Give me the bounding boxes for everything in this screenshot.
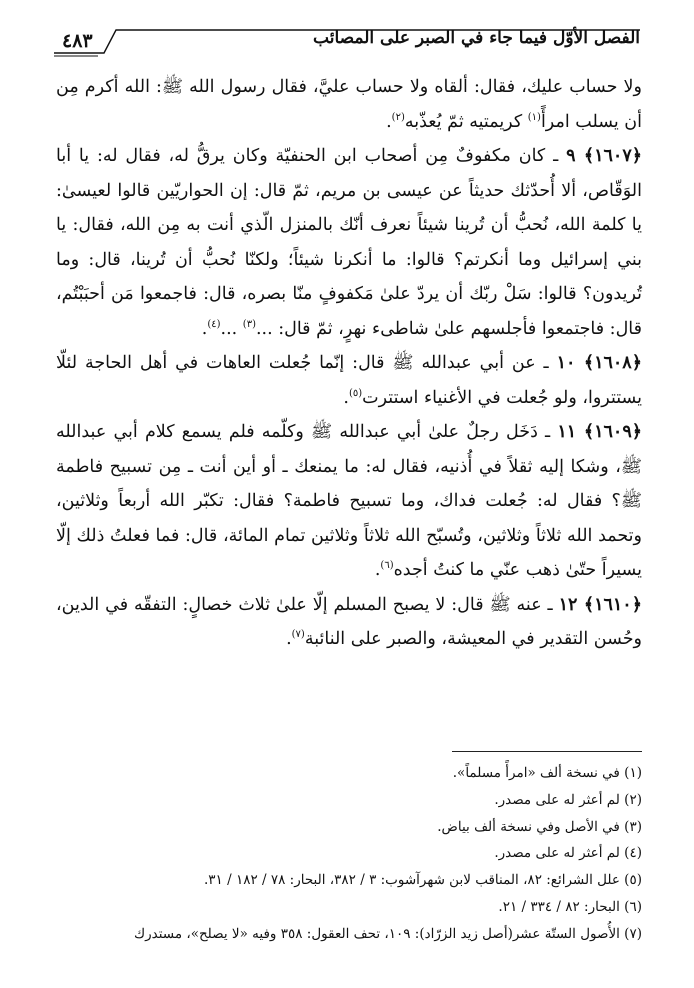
- entry-number-1608: ﴿١٦٠٨﴾ ١٠: [556, 353, 642, 373]
- footnote-3: (٣) في الأصل وفي نسخة ألف بياض.: [437, 818, 642, 835]
- entry-number-1609: ﴿١٦٠٩﴾ ١١: [557, 422, 642, 442]
- hadith-1610: [56, 588, 642, 657]
- intro-end: .: [386, 111, 392, 132]
- page-header: [54, 22, 640, 62]
- footnote-1: (١) في نسخة ألف «امرأً مسلماً».: [452, 765, 642, 781]
- footnote-ref-3: (٣): [242, 318, 256, 330]
- main-text: [56, 70, 642, 657]
- footnote-2: (٢) لم أعثر له على مصدر.: [494, 791, 642, 808]
- hadith-1610-end: .: [286, 629, 292, 649]
- hadith-1608-text: ـ عن أبي عبدالله ﷺ قال: إنّما جُعلت العاهات في أهل الحاجة لئلّا يستتروا، ولو جُعلت في الأغنياء استترت: [56, 353, 642, 408]
- hadith-1607: [56, 139, 642, 346]
- intro-paragraph: [56, 70, 642, 139]
- footnote-6: (٦) البحار: ٨٢ / ٣٣٤ / ٢١.: [498, 898, 642, 915]
- footnote-ref-1: (١): [527, 111, 541, 123]
- hadith-1608: [56, 346, 642, 415]
- hadith-1607-end: .: [201, 318, 208, 339]
- footnote-7: (٧) الأُصول الستّة عشر(أصل زيد الزرّاد): ١٠٩، تحف العقول: ٣٥٨ وفيه «لا يصلح»، مستدرك: [133, 925, 642, 942]
- footnote-ref-6: (٦): [380, 560, 394, 572]
- entry-number-1610: ﴿١٦١٠﴾ ١٢: [558, 594, 642, 615]
- footnotes: [56, 760, 642, 948]
- footnote-ref-4: (٤): [207, 318, 221, 330]
- intro-line-2b: كريمتيه ثمّ يُعذّبه: [404, 111, 528, 132]
- footnote-ref-2: (٢): [391, 111, 405, 123]
- page-number: ٤٨٣: [62, 30, 93, 52]
- running-title: الفصل الأوّل فيما جاء في الصبر على المصائب: [313, 28, 640, 48]
- hadith-1607-text: ـ كان مكفوفٌ مِن أصحاب ابن الحنفيّة وكان يرقُّ له، فقال له: يا أبا الوَقّاص، ألا أُحدّثك حديثاً عن عيسى بن مريم، ثمّ قال: إن الحواريّين قالوا لعيسىٰ: يا كلمة الله، نُحبُّ أن تُرينا شيئاً نعرف أنّك بالمنزل الّذي أنت به مِن الله، فقال: يا بني إسرائيل وما أنكرتم؟ قالوا: ما أنكرنا شيئاً؛ ولكنّا نُحبُّ أن تُرينا، قال: وما تُريدون؟ قالوا: سَلْ ربّك أن يردّ علىٰ مَكفوفٍ منّا بصره، قال: فاجمعوا مَن أحبَبْتُم، قال: فاجتمعوا فأجلسهم علىٰ شاطىء نهرٍ، ثمّ قال: ...: [56, 146, 642, 339]
- hadith-1609-end: .: [374, 560, 381, 580]
- footnote-5: (٥) علل الشرائع: ٨٢، المناقب لابن شهرآشوب: ٣ / ٣٨٢، البحار: ٧٨ / ١٨٢ / ٣١.: [204, 872, 642, 889]
- intro-line-1: ولا حساب عليك، فقال: ألقاه ولا حساب عليَّ، فقال رسول الله ﷺ: الله: [124, 77, 642, 97]
- hadith-1609-text: ـ دَخَل رجلٌ علىٰ أبي عبدالله ﷺ وكلّمه فلم يسمع كلام أبي عبدالله ﷺ، وشكا إليه ثقلاً في أُذنيه، فقال له: ما يمنعك ـ أو أين أنت ـ مِن تسبيح فاطمة ﷺ؟ فقال له: جُعلت فداك، وما تسبيح فاطمة؟ فقال: تكبّر الله أربعاً وثلاثين، وتحمد الله ثلاثاً وثلاثين، وتُسبّح الله ثلاثاً وثلاثين تمام المائة، قال: فما فعلتُ ذلك إلّا يسيراً حتّىٰ ذهب عنّي ما كنتُ أجده: [56, 422, 642, 580]
- entry-number-1607: ﴿١٦٠٧﴾ ٩: [566, 146, 642, 166]
- intro-line-2: أكرم مِن أن يسلب امرأً: [56, 77, 642, 132]
- footnote-ref-7: (٧): [291, 629, 305, 641]
- hadith-1608-end: .: [343, 387, 349, 408]
- hadith-1607-mid: ...: [220, 318, 243, 339]
- hadith-1609: [56, 415, 642, 588]
- footnote-divider: [452, 751, 642, 752]
- hadith-1610-text: ـ عنه ﷺ قال: لا يصبح المسلم إلّا علىٰ ثلاث خصالٍ: التفقّه في الدين، وحُسن التقدير في المعيشة، والصبر على النائبة: [56, 594, 642, 649]
- footnote-4: (٤) لم أعثر له على مصدر.: [494, 845, 642, 862]
- footnote-ref-5: (٥): [348, 387, 363, 399]
